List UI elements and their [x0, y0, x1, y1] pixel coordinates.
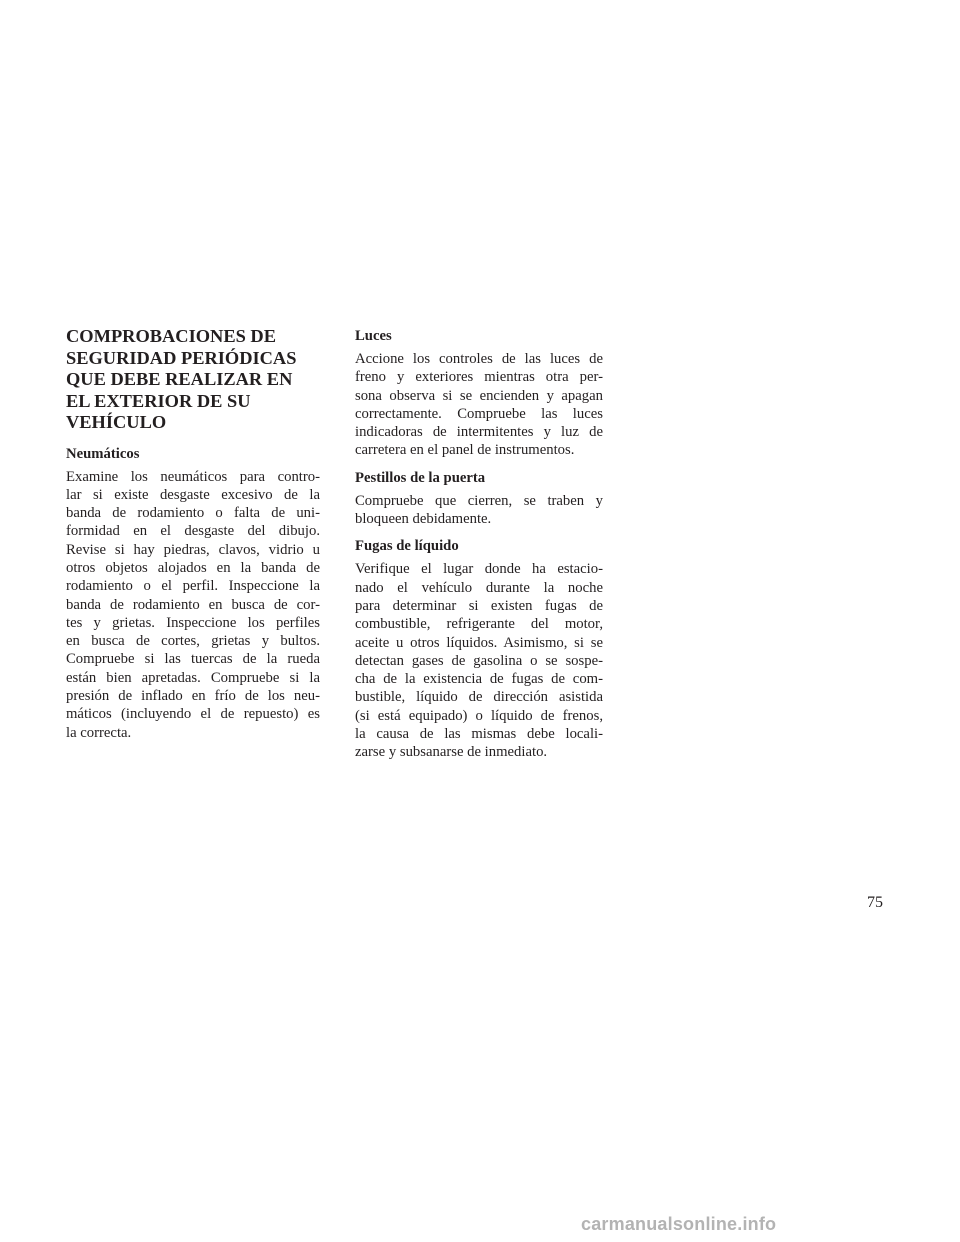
paragraph-pestillos — [355, 492, 603, 529]
text-line: Accione los controles de las luces de — [355, 351, 603, 367]
text-line: Compruebe si las tuercas de la rueda — [66, 651, 320, 668]
text-line: la causa de las mismas debe locali- — [355, 726, 603, 743]
subheading-luces: Luces — [355, 328, 392, 344]
text-line: bloqueen debidamente. — [355, 511, 492, 528]
text-line: están bien apretadas. Compruebe si la — [66, 669, 320, 686]
paragraph-luces — [355, 350, 603, 460]
title-line: EL EXTERIOR DE SU — [66, 390, 251, 411]
text-line: combustible, refrigerante del motor, — [355, 616, 603, 633]
right-column — [355, 326, 603, 770]
subheading-neumaticos: Neumáticos — [66, 445, 140, 462]
text-line: para determinar si existen fugas de — [355, 597, 603, 614]
title-line: QUE DEBE REALIZAR EN — [66, 369, 293, 389]
text-line: formidad en el desgaste del dibujo. — [66, 523, 320, 540]
text-line: rodamiento o el perfil. Inspeccione la — [66, 578, 320, 595]
text-line: lar si existe desgaste excesivo de la — [66, 486, 320, 503]
text-line: freno y exteriores mientras otra per- — [355, 369, 603, 386]
text-line: Verifique el lugar donde ha estacio- — [355, 561, 603, 578]
section-title — [66, 326, 320, 434]
text-line: indicadoras de intermitentes y luz de — [355, 424, 603, 441]
text-line: nado el vehículo durante la noche — [355, 579, 603, 596]
text-line: tes y grietas. Inspeccione los perfiles — [66, 614, 320, 631]
title-line: COMPROBACIONES DE — [66, 326, 276, 346]
text-line: máticos (incluyendo el de repuesto) es — [66, 706, 320, 723]
page-number: 75 — [867, 894, 883, 911]
subheading-fugas: Fugas de líquido — [355, 538, 459, 555]
watermark: carmanualsonline.info — [581, 1214, 777, 1234]
text-line: carretera en el panel de instrumentos. — [355, 442, 575, 459]
text-line: Revise si hay piedras, clavos, vidrio u — [66, 541, 320, 558]
text-line: Compruebe que cierren, se traben y — [355, 492, 603, 509]
text-line: correctamente. Compruebe las luces — [355, 405, 603, 422]
text-line: banda de rodamiento o falta de uni- — [66, 505, 320, 522]
subheading-pestillos: Pestillos de la puerta — [355, 469, 486, 486]
text-line: sona observa si se encienden y apagan — [355, 387, 603, 404]
title-line: SEGURIDAD PERIÓDICAS — [66, 347, 297, 368]
text-line: bustible, líquido de dirección asistida — [355, 689, 603, 706]
text-line: otros objetos alojados en la banda de — [66, 559, 320, 576]
text-line: en busca de cortes, grietas y bultos. — [66, 633, 320, 650]
title-line: VEHÍCULO — [66, 412, 167, 432]
text-line: (si está equipado) o líquido de frenos, — [355, 707, 603, 724]
paragraph-fugas — [355, 560, 603, 761]
text-line: la correcta. — [66, 724, 132, 741]
text-line: zarse y subsanarse de inmediato. — [355, 744, 548, 761]
left-column — [66, 326, 320, 750]
text-line: Examine los neumáticos para contro- — [66, 468, 320, 485]
text-line: presión de inflado en frío de los neu- — [66, 688, 320, 705]
text-line: cha de la existencia de fugas de com- — [355, 671, 603, 688]
paragraph-neumaticos — [66, 468, 320, 742]
text-line: detectan gases de gasolina o se sospe- — [355, 652, 603, 669]
text-line: banda de rodamiento en busca de cor- — [66, 596, 320, 613]
text-line: aceite u otros líquidos. Asimismo, si se — [355, 634, 603, 651]
